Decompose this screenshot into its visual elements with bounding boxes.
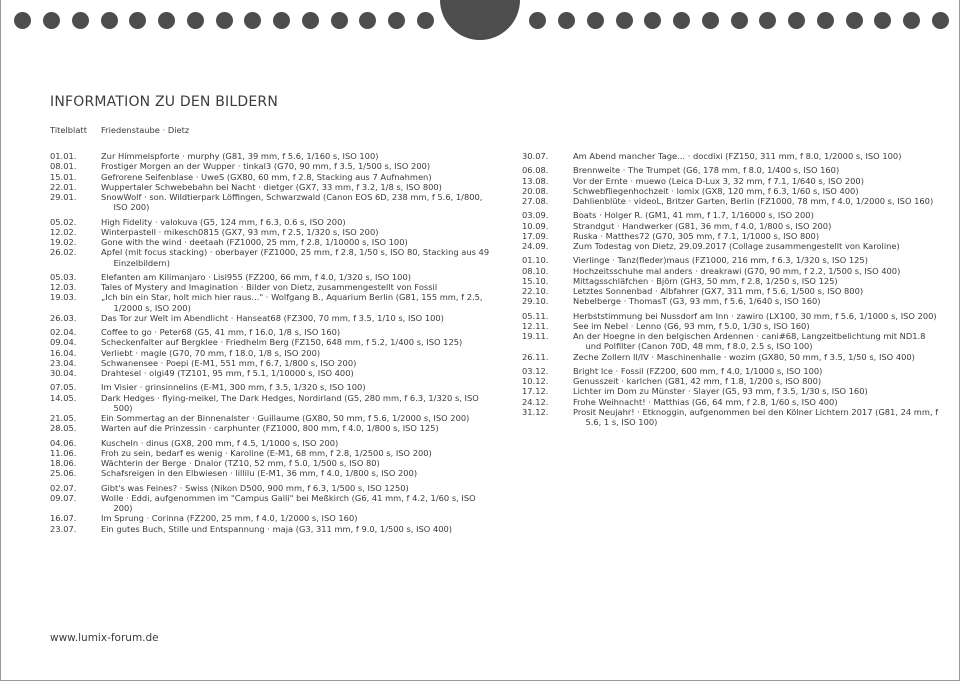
entry-text: Frohe Weihnacht! · Matthias (G6, 64 mm, f 2.8, 1/60 s, ISO 400) — [573, 396, 838, 407]
list-item — [50, 368, 495, 378]
entry-date: 04.06. — [50, 437, 77, 448]
binding-hole — [244, 12, 261, 29]
entry-text: Boats · Holger R. (GM1, 41 mm, f 1.7, 1/16000 s, ISO 200) — [573, 210, 814, 221]
entry-text: Wolle · Eddi, aufgenommen im "Campus Galli" bei Meßkirch (G6, 41 mm, f 4.2, 1/60 s, ISO 200) — [101, 492, 476, 513]
entry-date: 10.12. — [522, 376, 549, 386]
entry-text: Mittagsschläfchen · Björn (GH3, 50 mm, f 2.8, 1/250 s, ISO 125) — [573, 275, 838, 286]
entry-date: 23.04. — [50, 357, 77, 368]
binding-hole — [817, 12, 834, 29]
entry-text: Strandgut · Handwerker (G81, 36 mm, f 4.0, 1/800 s, ISO 200) — [573, 220, 832, 231]
entry-text: Apfel (mit focus stacking) · oberbayer (FZ1000, 25 mm, f 2.8, 1/50 s, ISO 80, Stacking aus 49 Einzelbildern) — [101, 247, 490, 268]
entry-date: 24.12. — [522, 396, 549, 407]
list-item — [522, 311, 942, 321]
entry-text: Schwanensee · Poepi (E-M1, 551 mm, f 6.7, 1/800 s, ISO 200) — [101, 357, 357, 368]
entry-date: 12.03. — [50, 282, 77, 292]
entry-date: 12.02. — [50, 226, 77, 237]
list-item — [522, 286, 942, 296]
entry-date: 13.08. — [522, 175, 549, 186]
entry-date: 31.12. — [522, 406, 549, 417]
binding-hole — [417, 12, 434, 29]
entry-date: 15.10. — [522, 275, 549, 286]
list-item — [50, 468, 495, 478]
entry-text: Dark Hedges · flying-meikel, The Dark Hedges, Nordirland (G5, 280 mm, f 6.3, 1/320 s, ISO 500) — [101, 392, 479, 413]
list-item — [50, 282, 495, 292]
list-item — [50, 217, 495, 227]
list-item — [522, 407, 942, 428]
entry-text: Prosit Neujahr! · Etknoggin, aufgenommen bei den Kölner Lichtern 2017 (G81, 24 mm, f 5.6, 1 s, ISO 100) — [573, 406, 939, 427]
binding-hole — [558, 12, 575, 29]
entry-date: 03.12. — [522, 365, 549, 376]
entry-text: Coffee to go · Peter68 (G5, 41 mm, f 16.0, 1/8 s, ISO 160) — [101, 327, 341, 337]
entry-text: Hochzeitsschuhe mal anders · dreakrawi (G70, 90 mm, f 2.2, 1/500 s, ISO 400) — [573, 265, 901, 276]
entry-text: Gefrorene Seifenblase · UweS (GX80, 60 mm, f 2.8, Stacking aus 7 Aufnahmen) — [101, 171, 432, 182]
list-item — [50, 327, 495, 337]
hanger-cutout — [440, 0, 520, 40]
list-item — [522, 151, 942, 161]
entry-date: 17.12. — [522, 386, 549, 397]
entry-date: 01.01. — [50, 151, 77, 161]
binding-hole — [759, 12, 776, 29]
entry-date: 30.07. — [522, 151, 549, 161]
binding-hole — [14, 12, 31, 29]
entry-text: SnowWolf · son. Wildtierpark Löffingen, Schwarzwald (Canon EOS 6D, 238 mm, f 5.6, 1/800, ISO 200) — [101, 192, 483, 213]
binding-hole — [529, 12, 546, 29]
list-item — [50, 182, 495, 192]
binding-hole — [331, 12, 348, 29]
list-item — [522, 255, 942, 265]
list-item — [50, 493, 495, 514]
list-item — [522, 366, 942, 376]
entry-text: Warten auf die Prinzessin · carphunter (FZ1000, 800 mm, f 4.0, 1/800 s, ISO 125) — [101, 423, 439, 434]
entry-date: 17.09. — [522, 230, 549, 241]
binding-hole — [932, 12, 949, 29]
entry-date: 30.04. — [50, 368, 77, 378]
entry-text: Wächterin der Berge · Dnalor (TZ10, 52 mm, f 5.0, 1/500 s, ISO 80) — [101, 458, 380, 468]
binding-hole — [644, 12, 661, 29]
list-item — [50, 237, 495, 247]
entry-date: 26.11. — [522, 351, 549, 362]
entry-text: Zum Todestag von Dietz, 29.09.2017 (Collage zusammengestellt von Karoline) — [573, 241, 900, 251]
binding-hole — [731, 12, 748, 29]
list-item — [50, 337, 495, 347]
list-item — [50, 382, 495, 392]
entry-date: 24.09. — [522, 241, 549, 251]
right-column — [522, 151, 942, 427]
spiral-binding — [1, 0, 959, 44]
list-item — [50, 438, 495, 448]
list-item — [522, 231, 942, 241]
cover-entry — [50, 125, 189, 135]
entry-text: An der Hoegne in den belgischen Ardennen · cani#68, Langzeitbelichtung mit ND1.8 und Polfilter (Canon 70D, 48 mm, f 8.0, 2.5 s, ISO 100) — [573, 331, 926, 352]
list-item — [522, 331, 942, 352]
entry-date: 12.11. — [522, 320, 549, 331]
list-item — [50, 348, 495, 358]
entry-text: Am Abend mancher Tage... · docdixi (FZ150, 311 mm, f 8.0, 1/2000 s, ISO 100) — [573, 151, 902, 161]
list-item — [522, 321, 942, 331]
entry-date: 26.02. — [50, 247, 77, 258]
binding-hole — [388, 12, 405, 29]
entry-date: 05.03. — [50, 271, 77, 282]
list-item — [50, 161, 495, 171]
entry-date: 02.04. — [50, 327, 77, 337]
list-item — [522, 241, 942, 251]
list-item — [522, 276, 942, 286]
list-item — [50, 247, 495, 268]
entry-text: Herbststimmung bei Nussdorf am Inn · zawiro (LX100, 30 mm, f 5.6, 1/1000 s, ISO 200) — [573, 310, 937, 321]
footer-url: www.lumix-forum.de — [50, 632, 159, 644]
binding-hole — [158, 12, 175, 29]
entry-date: 02.07. — [50, 482, 77, 493]
entry-date: 06.08. — [522, 165, 549, 176]
entry-date: 01.10. — [522, 255, 549, 266]
list-item — [50, 292, 495, 313]
entry-text: Ruska · Matthes72 (G70, 305 mm, f 7.1, 1/1000 s, ISO 800) — [573, 230, 820, 241]
entry-text: Vor der Ernte · muewo (Leica D-Lux 3, 32 mm, f 7.1, 1/640 s, ISO 200) — [573, 175, 864, 186]
entry-date: 19.02. — [50, 237, 77, 247]
entry-date: 28.05. — [50, 423, 77, 434]
entry-text: Im Visier · grinsinnelins (E-M1, 300 mm, f 3.5, 1/320 s, ISO 100) — [101, 382, 366, 393]
cover-label: Titelblatt — [50, 125, 87, 135]
entry-date: 16.07. — [50, 513, 77, 524]
binding-hole — [187, 12, 204, 29]
entry-text: Ein gutes Buch, Stille und Entspannung · maja (G3, 311 mm, f 9.0, 1/500 s, ISO 400) — [101, 523, 453, 534]
entry-date: 22.10. — [522, 286, 549, 296]
binding-hole — [216, 12, 233, 29]
entry-text: Ein Sommertag an der Binnenalster · Guillaume (GX80, 50 mm, f 5.6, 1/2000 s, ISO 200) — [101, 413, 470, 423]
entry-date: 09.07. — [50, 492, 77, 503]
entry-date: 05.02. — [50, 216, 77, 227]
binding-hole — [359, 12, 376, 29]
entry-text: Dahlienblüte · videoL, Britzer Garten, Berlin (FZ1000, 78 mm, f 4.0, 1/2000 s, ISO 160) — [573, 196, 934, 206]
entry-text: Das Tor zur Welt im Abendlicht · Hanseat68 (FZ300, 70 mm, f 3.5, 1/10 s, ISO 100) — [101, 312, 444, 323]
list-item — [50, 513, 495, 523]
list-item — [522, 165, 942, 175]
entry-date: 20.08. — [522, 185, 549, 196]
entry-date: 03.09. — [522, 210, 549, 221]
entry-date: 15.01. — [50, 171, 77, 182]
list-item — [50, 524, 495, 534]
entry-date: 23.07. — [50, 523, 77, 534]
binding-hole — [846, 12, 863, 29]
list-item — [522, 210, 942, 220]
binding-hole — [587, 12, 604, 29]
entry-text: See im Nebel · Lenno (G6, 93 mm, f 5.0, 1/30 s, ISO 160) — [573, 320, 810, 331]
entry-text: Schwebfliegenhochzeit · lomix (GX8, 120 mm, f 6.3, 1/60 s, ISO 400) — [573, 185, 859, 196]
entry-text: Frostiger Morgen an der Wupper · tinkal3 (G70, 90 mm, f 3.5, 1/500 s, ISO 200) — [101, 161, 431, 172]
binding-hole — [874, 12, 891, 29]
entry-text: Bright Ice · Fossil (FZ200, 600 mm, f 4.0, 1/1000 s, ISO 100) — [573, 365, 823, 376]
entry-date: 08.01. — [50, 161, 77, 172]
list-item — [522, 386, 942, 396]
entry-text: Wuppertaler Schwebebahn bei Nacht · dietger (GX7, 33 mm, f 3.2, 1/8 s, ISO 800) — [101, 181, 442, 192]
entry-text: Letztes Sonnenbad · Albfahrer (GX7, 311 mm, f 5.6, 1/500 s, ISO 800) — [573, 286, 864, 296]
binding-hole — [43, 12, 60, 29]
list-item — [522, 221, 942, 231]
list-item — [522, 397, 942, 407]
list-item — [50, 423, 495, 433]
entry-date: 26.03. — [50, 312, 77, 323]
entry-date: 22.01. — [50, 181, 77, 192]
entry-text: Zeche Zollern II/IV · Maschinenhalle · wozim (GX80, 50 mm, f 3.5, 1/50 s, ISO 400) — [573, 351, 915, 362]
entry-text: Schafsreigen in den Elbwiesen · lillilu (E-M1, 36 mm, f 4.0, 1/800 s, ISO 200) — [101, 468, 418, 479]
entry-text: Nebelberge · ThomasT (G3, 93 mm, f 5.6, 1/640 s, ISO 160) — [573, 296, 821, 307]
list-item — [50, 192, 495, 213]
list-item — [522, 176, 942, 186]
list-item — [50, 151, 495, 161]
entry-text: Elefanten am Kilimanjaro · Lisl955 (FZ200, 66 mm, f 4.0, 1/320 s, ISO 100) — [101, 271, 411, 282]
entry-date: 21.05. — [50, 413, 77, 423]
entry-date: 10.09. — [522, 220, 549, 231]
left-column — [50, 151, 495, 534]
entry-text: Gone with the wind · deetaah (FZ1000, 25 mm, f 2.8, 1/10000 s, ISO 100) — [101, 237, 408, 247]
entry-date: 29.10. — [522, 296, 549, 307]
list-item — [522, 376, 942, 386]
entry-text: Vierlinge · Tanz(fleder)maus (FZ1000, 216 mm, f 6.3, 1/320 s, ISO 125) — [573, 255, 868, 266]
page-title: INFORMATION ZU DEN BILDERN — [50, 94, 278, 111]
list-item — [522, 352, 942, 362]
cover-text: Friedenstaube · Dietz — [101, 125, 190, 135]
list-item — [50, 458, 495, 468]
binding-hole — [903, 12, 920, 29]
entry-date: 14.05. — [50, 392, 77, 403]
entry-text: Genusszeit · karlchen (G81, 42 mm, f 1.8, 1/200 s, ISO 800) — [573, 376, 822, 386]
list-item — [50, 227, 495, 237]
binding-hole — [673, 12, 690, 29]
entry-text: Winterpastell · mikesch0815 (GX7, 93 mm, f 2.5, 1/320 s, ISO 200) — [101, 226, 379, 237]
entry-date: 08.10. — [522, 265, 549, 276]
entry-date: 25.06. — [50, 468, 77, 479]
entry-date: 07.05. — [50, 382, 77, 393]
entry-text: Froh zu sein, bedarf es wenig · Karoline (E-M1, 68 mm, f 2.8, 1/2500 s, ISO 200) — [101, 447, 432, 458]
binding-hole — [302, 12, 319, 29]
binding-hole — [788, 12, 805, 29]
entry-date: 29.01. — [50, 192, 77, 202]
entry-text: Im Sprung · Corinna (FZ200, 25 mm, f 4.0, 1/2000 s, ISO 160) — [101, 513, 358, 524]
list-item — [522, 266, 942, 276]
list-item — [522, 186, 942, 196]
list-item — [50, 172, 495, 182]
entry-text: High Fidelity · valokuva (G5, 124 mm, f 6.3, 0.6 s, ISO 200) — [101, 216, 346, 227]
entry-text: „Ich bin ein Star, holt mich hier raus..." · Wolfgang B., Aquarium Berlin (G81, 155 mm, f 2.5, 1/2000 s, ISO 200) — [101, 292, 483, 313]
list-item — [50, 393, 495, 414]
binding-hole — [72, 12, 89, 29]
entry-text: Lichter im Dom zu Münster · Slayer (G5, 93 mm, f 3.5, 1/30 s, ISO 160) — [573, 386, 868, 397]
entry-date: 19.03. — [50, 292, 77, 303]
list-item — [50, 358, 495, 368]
list-item — [50, 313, 495, 323]
list-item — [50, 413, 495, 423]
binding-hole — [101, 12, 118, 29]
binding-hole — [616, 12, 633, 29]
entry-text: Drahtesel · olgi49 (TZ101, 95 mm, f 5.1, 1/10000 s, ISO 400) — [101, 368, 354, 378]
entry-text: Scheckenfalter auf Bergklee · Friedhelm Berg (FZ150, 648 mm, f 5.2, 1/400 s, ISO 125) — [101, 337, 463, 348]
binding-hole — [129, 12, 146, 29]
entry-date: 16.04. — [50, 347, 77, 358]
entry-date: 18.06. — [50, 458, 77, 468]
entry-date: 27.08. — [522, 196, 549, 206]
list-item — [50, 483, 495, 493]
entry-date: 11.06. — [50, 447, 77, 458]
entry-date: 05.11. — [522, 310, 549, 321]
entry-text: Brennweite · The Trumpet (G6, 178 mm, f 8.0, 1/400 s, ISO 160) — [573, 165, 840, 176]
entry-date: 09.04. — [50, 337, 77, 348]
entry-text: Verliebt · magle (G70, 70 mm, f 18.0, 1/8 s, ISO 200) — [101, 347, 321, 358]
list-item — [50, 448, 495, 458]
entry-text: Zur Himmelspforte · murphy (G81, 39 mm, f 5.6, 1/160 s, ISO 100) — [101, 151, 379, 161]
binding-hole — [702, 12, 719, 29]
entry-text: Kuscheln · dinus (GX8, 200 mm, f 4.5, 1/1000 s, ISO 200) — [101, 437, 339, 448]
list-item — [522, 296, 942, 306]
entry-date: 19.11. — [522, 331, 549, 341]
entry-text: Gibt's was Feines? · Swiss (Nikon D500, 900 mm, f 6.3, 1/500 s, ISO 1250) — [101, 482, 409, 493]
list-item — [522, 196, 942, 206]
list-item — [50, 272, 495, 282]
entry-text: Tales of Mystery and Imagination · Bilder von Dietz, zusammengestellt von Fossil — [101, 282, 438, 292]
binding-hole — [273, 12, 290, 29]
